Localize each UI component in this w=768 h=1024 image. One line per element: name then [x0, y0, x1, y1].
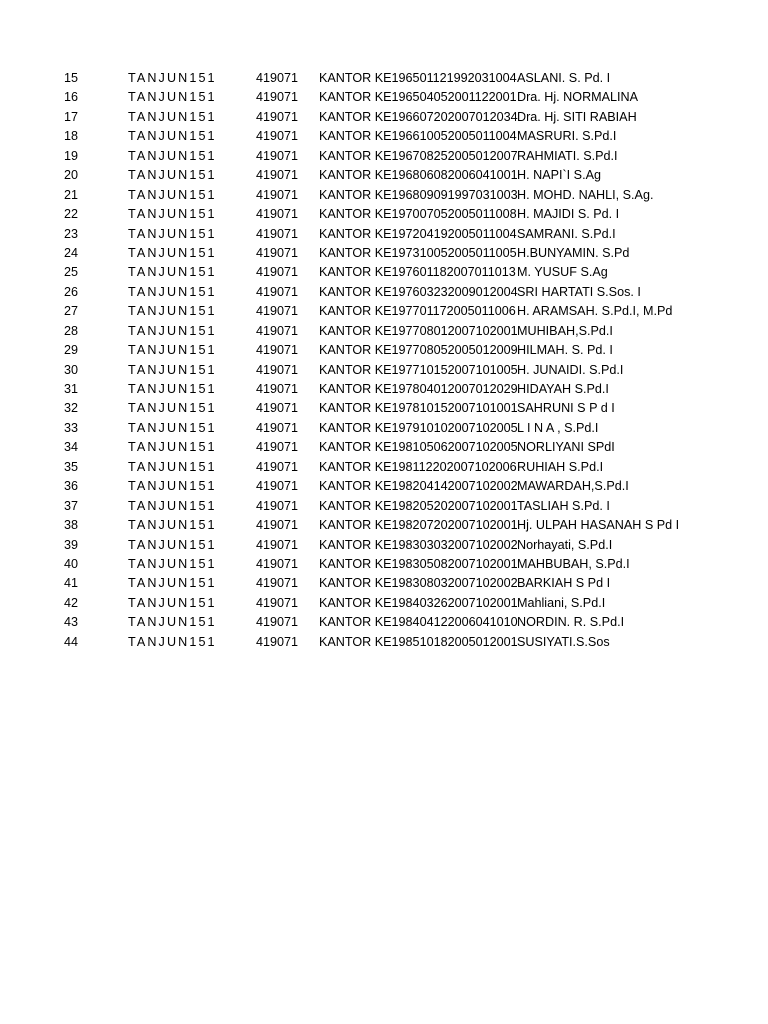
school-code-cell: 419071 — [256, 459, 299, 474]
row-number-cell: 30 — [64, 362, 79, 377]
school-name-cell: TANJUN151 — [128, 71, 217, 85]
table-row — [0, 186, 768, 205]
row-number-cell: 36 — [64, 479, 79, 494]
school-code-cell: 419071 — [256, 440, 299, 455]
school-code-cell: 419071 — [256, 71, 299, 85]
office-id-cell: KANTOR KE198207202007102001 — [319, 518, 518, 533]
person-name-cell: MAHBUBAH, S.Pd.I — [517, 556, 630, 571]
office-id-cell: KANTOR KE197810152007101001 — [319, 401, 518, 416]
row-number-cell: 19 — [64, 148, 79, 163]
school-name-cell: TANJUN151 — [128, 537, 217, 552]
person-name-cell: ASLANI. S. Pd. I — [517, 71, 611, 85]
person-name-cell: RUHIAH S.Pd.I — [517, 459, 604, 474]
school-code-cell: 419071 — [256, 518, 299, 533]
row-number-cell: 43 — [64, 615, 79, 630]
row-number-cell: 32 — [64, 401, 79, 416]
table-row — [0, 497, 768, 516]
table-body — [0, 69, 768, 652]
row-number-cell: 20 — [64, 168, 79, 183]
school-name-cell: TANJUN151 — [128, 284, 217, 299]
table-row — [0, 438, 768, 457]
table-row — [0, 516, 768, 535]
school-code-cell: 419071 — [256, 284, 299, 299]
row-number-cell: 22 — [64, 207, 79, 222]
school-name-cell: TANJUN151 — [128, 109, 217, 124]
person-name-cell: MUHIBAH,S.Pd.I — [517, 323, 613, 338]
school-code-cell: 419071 — [256, 420, 299, 435]
table-row — [0, 477, 768, 496]
person-name-cell: SAHRUNI S P d I — [517, 401, 615, 416]
office-id-cell: KANTOR KE198105062007102005 — [319, 440, 518, 455]
school-name-cell: TANJUN151 — [128, 343, 217, 358]
table-row — [0, 574, 768, 593]
office-id-cell: KANTOR KE196501121992031004 — [319, 71, 517, 85]
school-name-cell: TANJUN151 — [128, 420, 217, 435]
table-row — [0, 88, 768, 107]
row-number-cell: 37 — [64, 498, 79, 513]
office-id-cell: KANTOR KE197910102007102005 — [319, 420, 518, 435]
row-number-cell: 17 — [64, 109, 79, 124]
school-code-cell: 419071 — [256, 304, 299, 319]
office-id-cell: KANTOR KE196610052005011004 — [319, 129, 517, 144]
table-row — [0, 419, 768, 438]
school-name-cell: TANJUN151 — [128, 518, 217, 533]
school-code-cell: 419071 — [256, 382, 299, 396]
school-code-cell: 419071 — [256, 129, 299, 144]
person-name-cell: M. YUSUF S.Ag — [517, 265, 608, 280]
table-row — [0, 108, 768, 127]
school-name-cell: TANJUN151 — [128, 556, 217, 571]
school-code-cell: 419071 — [256, 245, 299, 260]
row-number-cell: 31 — [64, 382, 79, 396]
person-name-cell: L I N A , S.Pd.I — [517, 420, 599, 435]
school-code-cell: 419071 — [256, 479, 299, 494]
school-code-cell: 419071 — [256, 90, 299, 105]
school-name-cell: TANJUN151 — [128, 304, 217, 319]
school-name-cell: TANJUN151 — [128, 362, 217, 377]
table-row — [0, 69, 768, 88]
office-id-cell: KANTOR KE197701172005011006 — [319, 304, 516, 319]
office-id-cell: KANTOR KE197708012007102001 — [319, 323, 518, 338]
school-name-cell: TANJUN151 — [128, 265, 217, 280]
person-name-cell: SAMRANI. S.Pd.I — [517, 226, 616, 241]
school-code-cell: 419071 — [256, 109, 299, 124]
school-code-cell: 419071 — [256, 576, 299, 591]
school-name-cell: TANJUN151 — [128, 245, 217, 260]
table-row — [0, 458, 768, 477]
office-id-cell: KANTOR KE198204142007102002 — [319, 479, 518, 494]
row-number-cell: 18 — [64, 129, 79, 144]
person-name-cell: HIDAYAH S.Pd.I — [517, 382, 609, 396]
office-id-cell: KANTOR KE197603232009012004 — [319, 284, 518, 299]
person-name-cell: Dra. Hj. SITI RABIAH — [517, 109, 637, 124]
data-sheet — [0, 69, 768, 652]
school-name-cell: TANJUN151 — [128, 576, 217, 591]
person-name-cell: H. MAJIDI S. Pd. I — [517, 207, 620, 222]
school-name-cell: TANJUN151 — [128, 634, 217, 649]
row-number-cell: 41 — [64, 576, 79, 591]
school-name-cell: TANJUN151 — [128, 459, 217, 474]
school-code-cell: 419071 — [256, 615, 299, 630]
person-name-cell: SRI HARTATI S.Sos. I — [517, 284, 641, 299]
person-name-cell: MASRURI. S.Pd.I — [517, 129, 617, 144]
school-code-cell: 419071 — [256, 362, 299, 377]
row-number-cell: 39 — [64, 537, 79, 552]
school-name-cell: TANJUN151 — [128, 129, 217, 144]
table-row — [0, 205, 768, 224]
table-row — [0, 147, 768, 166]
row-number-cell: 24 — [64, 245, 79, 260]
school-code-cell: 419071 — [256, 207, 299, 222]
person-name-cell: TASLIAH S.Pd. I — [517, 498, 610, 513]
row-number-cell: 28 — [64, 323, 79, 338]
school-name-cell: TANJUN151 — [128, 440, 217, 455]
office-id-cell: KANTOR KE198510182005012001 — [319, 634, 518, 649]
table-row — [0, 127, 768, 146]
person-name-cell: H. JUNAIDI. S.Pd.I — [517, 362, 624, 377]
table-row — [0, 302, 768, 321]
row-number-cell: 21 — [64, 187, 79, 202]
office-id-cell: KANTOR KE197601182007011013 — [319, 265, 516, 280]
person-name-cell: HILMAH. S. Pd. I — [517, 343, 613, 358]
person-name-cell: Norhayati, S.Pd.I — [517, 537, 613, 552]
table-row — [0, 244, 768, 263]
row-number-cell: 38 — [64, 518, 79, 533]
office-id-cell: KANTOR KE198205202007102001 — [319, 498, 518, 513]
office-id-cell: KANTOR KE196809091997031003 — [319, 187, 518, 202]
table-row — [0, 361, 768, 380]
school-code-cell: 419071 — [256, 226, 299, 241]
person-name-cell: H. NAPI`I S.Ag — [517, 168, 601, 183]
table-row — [0, 283, 768, 302]
school-name-cell: TANJUN151 — [128, 498, 217, 513]
office-id-cell: KANTOR KE196607202007012034 — [319, 109, 518, 124]
school-code-cell: 419071 — [256, 148, 299, 163]
table-row — [0, 341, 768, 360]
school-code-cell: 419071 — [256, 265, 299, 280]
row-number-cell: 26 — [64, 284, 79, 299]
table-row — [0, 594, 768, 613]
person-name-cell: BARKIAH S Pd I — [517, 576, 611, 591]
office-id-cell: KANTOR KE197310052005011005 — [319, 245, 517, 260]
school-name-cell: TANJUN151 — [128, 226, 217, 241]
school-code-cell: 419071 — [256, 556, 299, 571]
school-code-cell: 419071 — [256, 168, 299, 183]
office-id-cell: KANTOR KE197204192005011004 — [319, 226, 517, 241]
row-number-cell: 40 — [64, 556, 79, 571]
person-name-cell: H. MOHD. NAHLI, S.Ag. — [517, 187, 654, 202]
school-name-cell: TANJUN151 — [128, 90, 217, 105]
row-number-cell: 15 — [64, 71, 79, 85]
table-row — [0, 633, 768, 652]
person-name-cell: NORDIN. R. S.Pd.I — [517, 615, 625, 630]
school-code-cell: 419071 — [256, 343, 299, 358]
row-number-cell: 35 — [64, 459, 79, 474]
row-number-cell: 34 — [64, 440, 79, 455]
school-code-cell: 419071 — [256, 634, 299, 649]
office-id-cell: KANTOR KE196708252005012007 — [319, 148, 518, 163]
row-number-cell: 23 — [64, 226, 79, 241]
row-number-cell: 33 — [64, 420, 79, 435]
office-id-cell: KANTOR KE196806082006041001 — [319, 168, 518, 183]
table-row — [0, 399, 768, 418]
office-id-cell: KANTOR KE198403262007102001 — [319, 595, 518, 610]
school-code-cell: 419071 — [256, 323, 299, 338]
office-id-cell: KANTOR KE197710152007101005 — [319, 362, 518, 377]
office-id-cell: KANTOR KE196504052001122001 — [319, 90, 517, 105]
school-code-cell: 419071 — [256, 595, 299, 610]
office-id-cell: KANTOR KE197007052005011008 — [319, 207, 517, 222]
person-name-cell: H. ARAMSAH. S.Pd.I, M.Pd — [517, 304, 673, 319]
school-code-cell: 419071 — [256, 187, 299, 202]
table-row — [0, 380, 768, 399]
school-name-cell: TANJUN151 — [128, 207, 217, 222]
school-name-cell: TANJUN151 — [128, 479, 217, 494]
school-name-cell: TANJUN151 — [128, 168, 217, 183]
school-name-cell: TANJUN151 — [128, 382, 217, 396]
school-name-cell: TANJUN151 — [128, 323, 217, 338]
person-name-cell: NORLIYANI SPdI — [517, 440, 615, 455]
row-number-cell: 27 — [64, 304, 79, 319]
person-name-cell: Hj. ULPAH HASANAH S Pd I — [517, 518, 680, 533]
school-name-cell: TANJUN151 — [128, 401, 217, 416]
person-name-cell: SUSIYATI.S.Sos — [517, 634, 610, 649]
table-row — [0, 613, 768, 632]
person-name-cell: Mahliani, S.Pd.I — [517, 595, 606, 610]
row-number-cell: 25 — [64, 265, 79, 280]
school-name-cell: TANJUN151 — [128, 187, 217, 202]
person-name-cell: RAHMIATI. S.Pd.I — [517, 148, 618, 163]
row-number-cell: 16 — [64, 90, 79, 105]
office-id-cell: KANTOR KE198305082007102001 — [319, 556, 518, 571]
school-code-cell: 419071 — [256, 401, 299, 416]
person-name-cell: MAWARDAH,S.Pd.I — [517, 479, 629, 494]
table-row — [0, 322, 768, 341]
office-id-cell: KANTOR KE198404122006041010 — [319, 615, 518, 630]
school-code-cell: 419071 — [256, 498, 299, 513]
table-row — [0, 263, 768, 282]
school-name-cell: TANJUN151 — [128, 595, 217, 610]
school-name-cell: TANJUN151 — [128, 615, 217, 630]
office-id-cell: KANTOR KE197708052005012009 — [319, 343, 518, 358]
row-number-cell: 42 — [64, 595, 79, 610]
school-name-cell: TANJUN151 — [128, 148, 217, 163]
table-row — [0, 555, 768, 574]
table-row — [0, 225, 768, 244]
office-id-cell: KANTOR KE198303032007102002 — [319, 537, 518, 552]
school-code-cell: 419071 — [256, 537, 299, 552]
person-name-cell: Dra. Hj. NORMALINA — [517, 90, 639, 105]
office-id-cell: KANTOR KE197804012007012029 — [319, 382, 518, 396]
row-number-cell: 29 — [64, 343, 79, 358]
row-number-cell: 44 — [64, 634, 79, 649]
table-row — [0, 536, 768, 555]
office-id-cell: KANTOR KE198112202007102006 — [319, 459, 517, 474]
table-row — [0, 166, 768, 185]
office-id-cell: KANTOR KE198308032007102002 — [319, 576, 518, 591]
person-name-cell: H.BUNYAMIN. S.Pd — [517, 245, 630, 260]
